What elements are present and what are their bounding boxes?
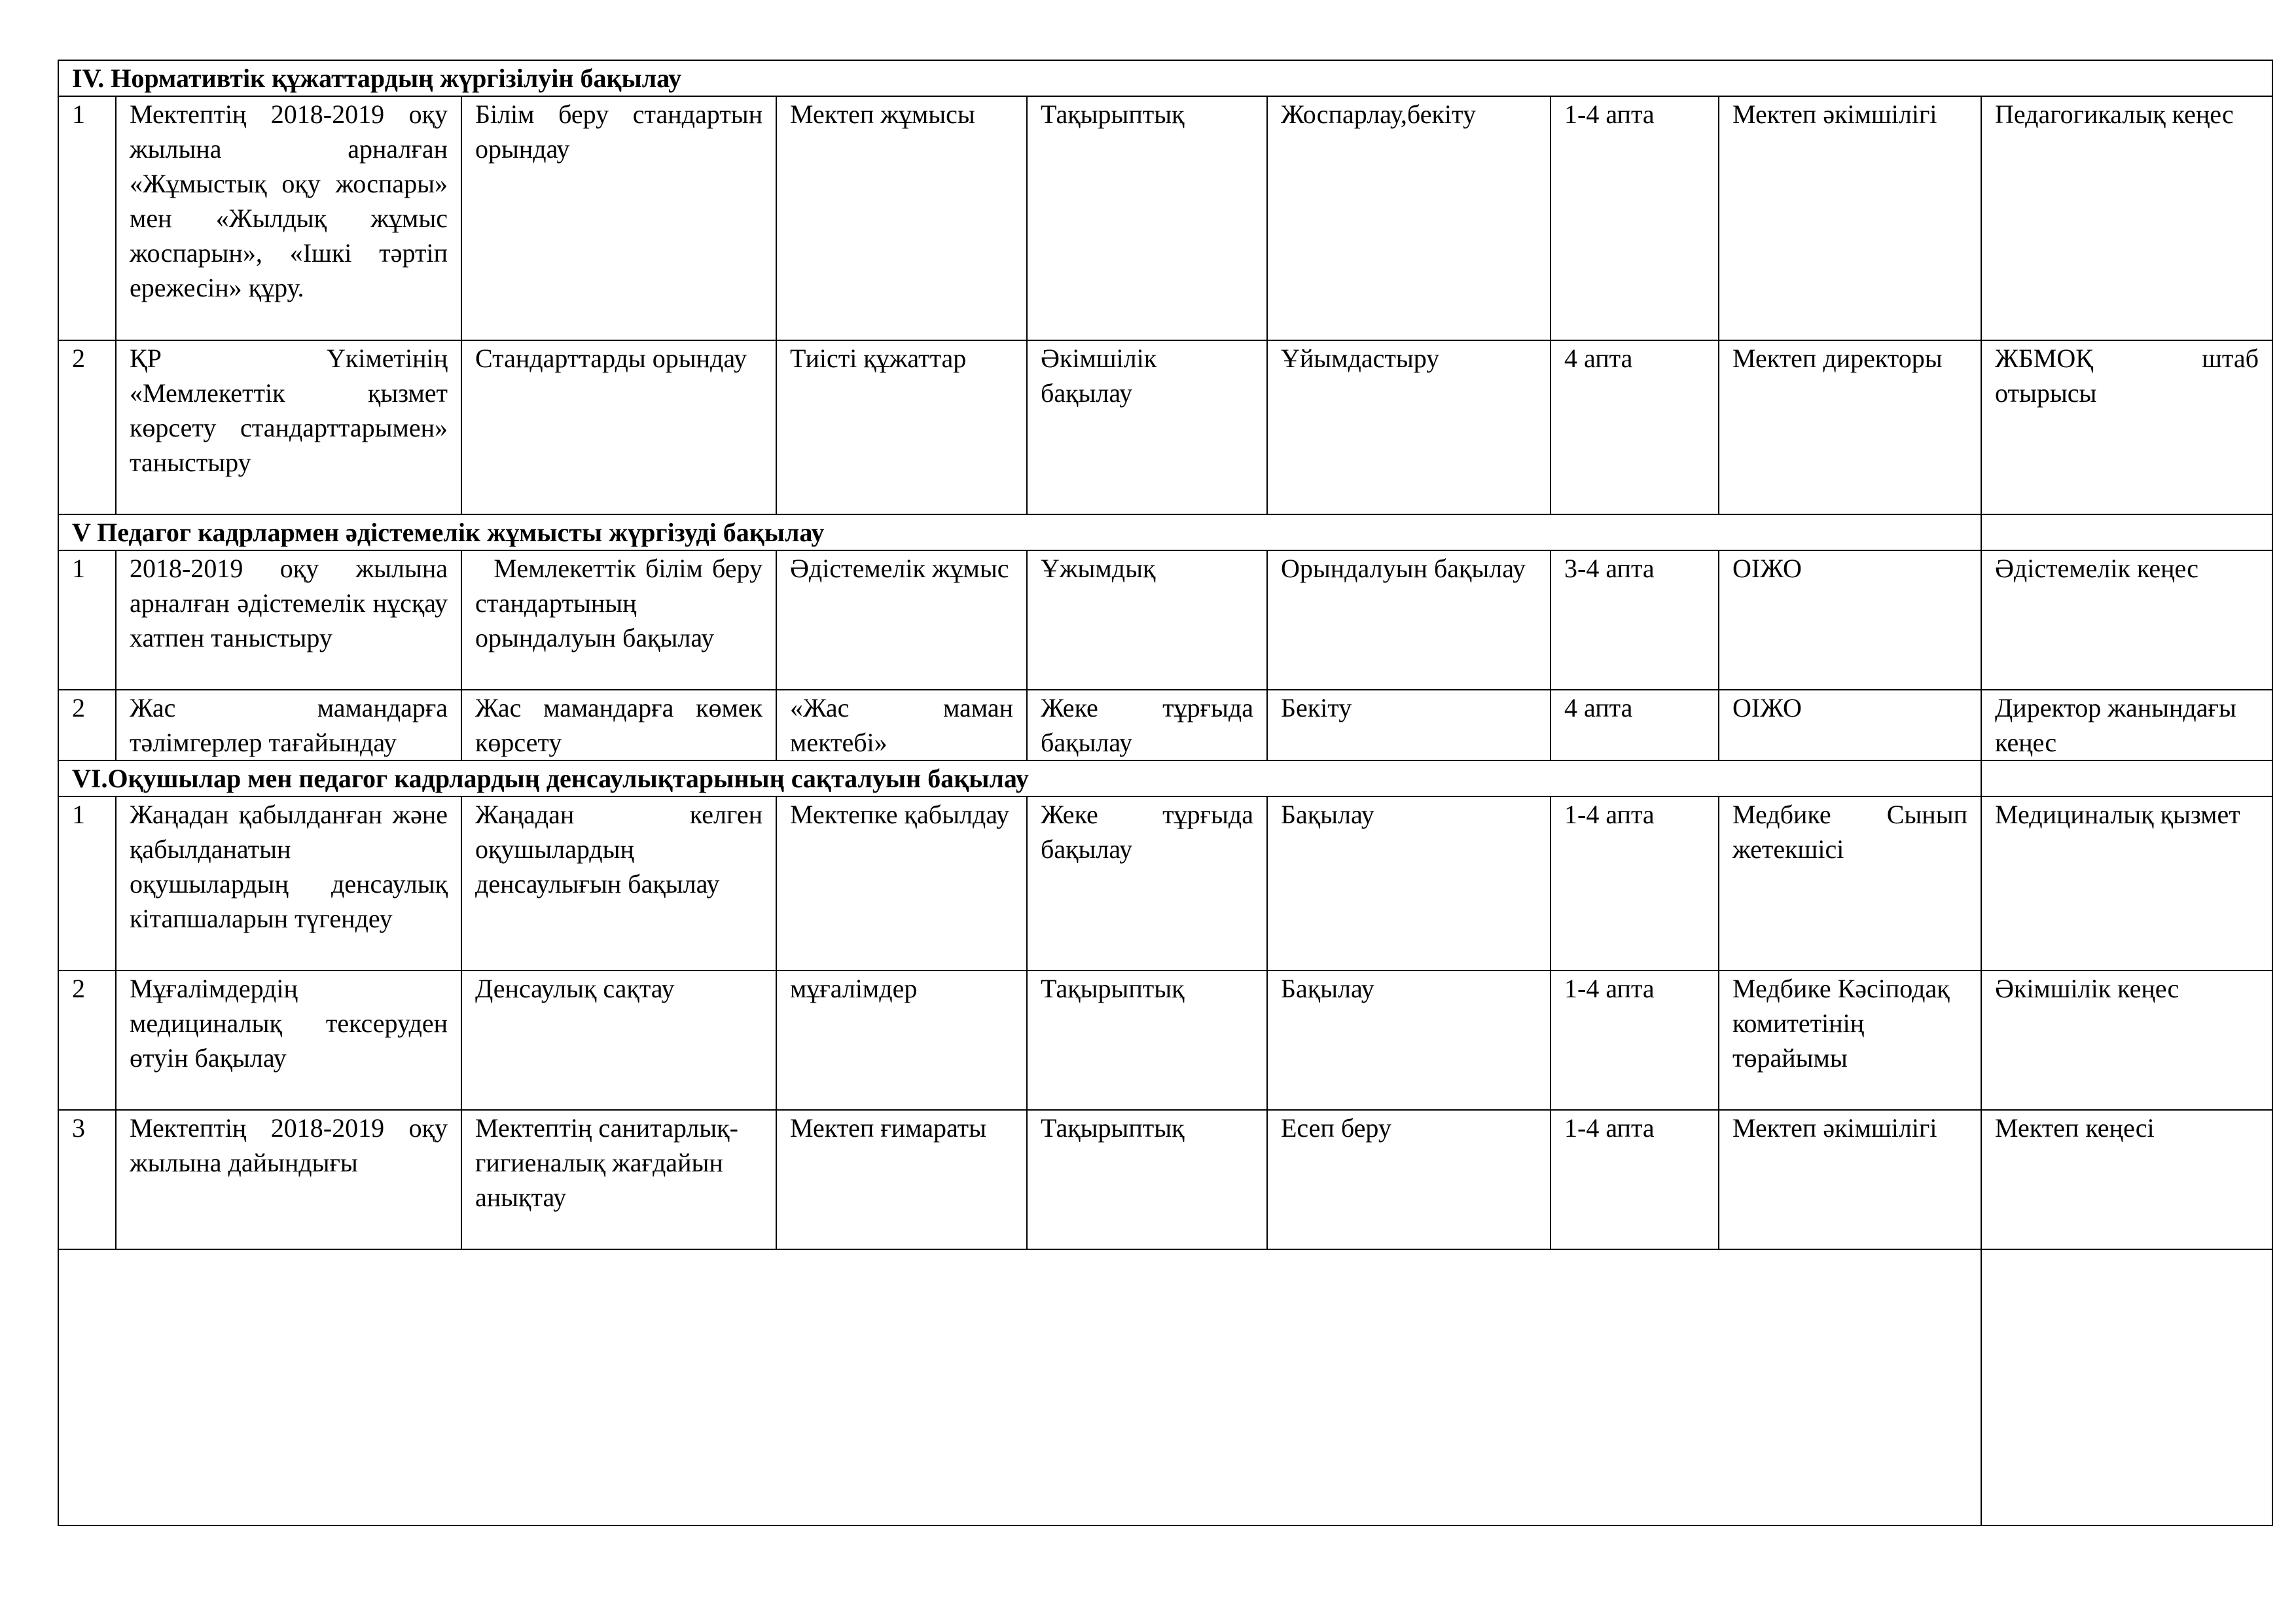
control-review: Мектеп кеңесі bbox=[1981, 1110, 2272, 1249]
control-responsible: ОІЖО bbox=[1719, 550, 1981, 690]
control-topic: Жас мамандарға тәлімгерлер тағайындау bbox=[116, 690, 461, 760]
control-goal: Мемлекеттік білім беру стандартының орындалуын бақылау bbox=[461, 550, 776, 690]
control-review: Әкімшілік кеңес bbox=[1981, 971, 2272, 1110]
control-topic: 2018-2019 оқу жылына арналған әдістемелік нұсқау хатпен таныстыру bbox=[116, 550, 461, 690]
section-title: VI.Оқушылар мен педагог кадрлардың денсаулықтарының сақталуын бақылау bbox=[58, 760, 1981, 796]
row-number: 2 bbox=[58, 971, 116, 1110]
row-number: 2 bbox=[58, 690, 116, 760]
section-header-row bbox=[58, 514, 2272, 550]
control-type: Әкімшілік бақылау bbox=[1027, 340, 1267, 514]
control-period: 1-4 апта bbox=[1551, 96, 1719, 340]
control-object: мұғалімдер bbox=[776, 971, 1027, 1110]
control-period: 4 апта bbox=[1551, 340, 1719, 514]
table-row bbox=[58, 690, 2272, 760]
control-goal: Мектептің санитарлық-гигиеналық жағдайын анықтау bbox=[461, 1110, 776, 1249]
control-object: Мектеп ғимараты bbox=[776, 1110, 1027, 1249]
control-method: Бекіту bbox=[1267, 690, 1551, 760]
control-topic: Мектептің 2018-2019 оқу жылына дайындығы bbox=[116, 1110, 461, 1249]
section-title: IV. Нормативтік құжаттардың жүргізілуін бақылау bbox=[58, 60, 2272, 96]
control-goal: Білім беру стандартын орындау bbox=[461, 96, 776, 340]
control-responsible: Мектеп директоры bbox=[1719, 340, 1981, 514]
control-review: Әдістемелік кеңес bbox=[1981, 550, 2272, 690]
table-row bbox=[58, 96, 2272, 340]
control-method: Бақылау bbox=[1267, 796, 1551, 971]
control-type: Тақырыптық bbox=[1027, 96, 1267, 340]
control-period: 1-4 апта bbox=[1551, 1110, 1719, 1249]
control-method: Ұйымдастыру bbox=[1267, 340, 1551, 514]
control-plan-table bbox=[58, 60, 2273, 1526]
control-goal: Стандарттарды орындау bbox=[461, 340, 776, 514]
control-goal: Жаңадан келген оқушылардың денсаулығын бақылау bbox=[461, 796, 776, 971]
table-row bbox=[58, 340, 2272, 514]
empty-cell bbox=[58, 1249, 1981, 1525]
control-type: Жеке тұрғыда бақылау bbox=[1027, 796, 1267, 971]
control-review: Педагогикалық кеңес bbox=[1981, 96, 2272, 340]
control-object: Әдістемелік жұмыс bbox=[776, 550, 1027, 690]
control-method: Орындалуын бақылау bbox=[1267, 550, 1551, 690]
empty-cell bbox=[1981, 1249, 2272, 1525]
control-period: 1-4 апта bbox=[1551, 971, 1719, 1110]
control-responsible: Медбике Сынып жетекшісі bbox=[1719, 796, 1981, 971]
control-responsible: Мектеп әкімшілігі bbox=[1719, 1110, 1981, 1249]
section-header-row bbox=[58, 60, 2272, 96]
empty-cell bbox=[1981, 760, 2272, 796]
control-type: Тақырыптық bbox=[1027, 1110, 1267, 1249]
control-responsible: ОІЖО bbox=[1719, 690, 1981, 760]
control-period: 4 апта bbox=[1551, 690, 1719, 760]
table-row bbox=[58, 550, 2272, 690]
control-goal: Жас мамандарға көмек көрсету bbox=[461, 690, 776, 760]
empty-cell bbox=[1981, 514, 2272, 550]
control-object: Тиісті құжаттар bbox=[776, 340, 1027, 514]
control-topic: ҚР Үкіметінің «Мемлекеттік қызмет көрсету стандарттарымен» таныстыру bbox=[116, 340, 461, 514]
control-type: Тақырыптық bbox=[1027, 971, 1267, 1110]
table-row bbox=[58, 971, 2272, 1110]
control-type: Жеке тұрғыда бақылау bbox=[1027, 690, 1267, 760]
section-header-row bbox=[58, 760, 2272, 796]
control-type: Ұжымдық bbox=[1027, 550, 1267, 690]
control-period: 1-4 апта bbox=[1551, 796, 1719, 971]
row-number: 3 bbox=[58, 1110, 116, 1249]
control-responsible: Мектеп әкімшілігі bbox=[1719, 96, 1981, 340]
control-object: Мектеп жұмысы bbox=[776, 96, 1027, 340]
control-object: Мектепке қабылдау bbox=[776, 796, 1027, 971]
empty-row bbox=[58, 1249, 2272, 1525]
control-review: Директор жанындағы кеңес bbox=[1981, 690, 2272, 760]
control-method: Бақылау bbox=[1267, 971, 1551, 1110]
section-title: V Педагог кадрлармен әдістемелік жұмысты жүргізуді бақылау bbox=[58, 514, 1981, 550]
control-review: Медициналық қызмет bbox=[1981, 796, 2272, 971]
control-topic: Мектептің 2018-2019 оқу жылына арналған «Жұмыстық оқу жоспары» мен «Жылдық жұмыс жоспарын», «Ішкі тәртіп ережесін» құру. bbox=[116, 96, 461, 340]
row-number: 1 bbox=[58, 96, 116, 340]
control-responsible: Медбике Кәсіподақ комитетінің төрайымы bbox=[1719, 971, 1981, 1110]
control-method: Жоспарлау,бекіту bbox=[1267, 96, 1551, 340]
control-period: 3-4 апта bbox=[1551, 550, 1719, 690]
control-review: ЖБМОҚ штаб отырысы bbox=[1981, 340, 2272, 514]
table-row bbox=[58, 1110, 2272, 1249]
table-row bbox=[58, 796, 2272, 971]
row-number: 2 bbox=[58, 340, 116, 514]
row-number: 1 bbox=[58, 550, 116, 690]
row-number: 1 bbox=[58, 796, 116, 971]
control-object: «Жас маман мектебі» bbox=[776, 690, 1027, 760]
control-goal: Денсаулық сақтау bbox=[461, 971, 776, 1110]
control-topic: Мұғалімдердің медициналық тексеруден өтуін бақылау bbox=[116, 971, 461, 1110]
control-topic: Жаңадан қабылданған және қабылданатын оқушылардың денсаулық кітапшаларын түгендеу bbox=[116, 796, 461, 971]
control-method: Есеп беру bbox=[1267, 1110, 1551, 1249]
